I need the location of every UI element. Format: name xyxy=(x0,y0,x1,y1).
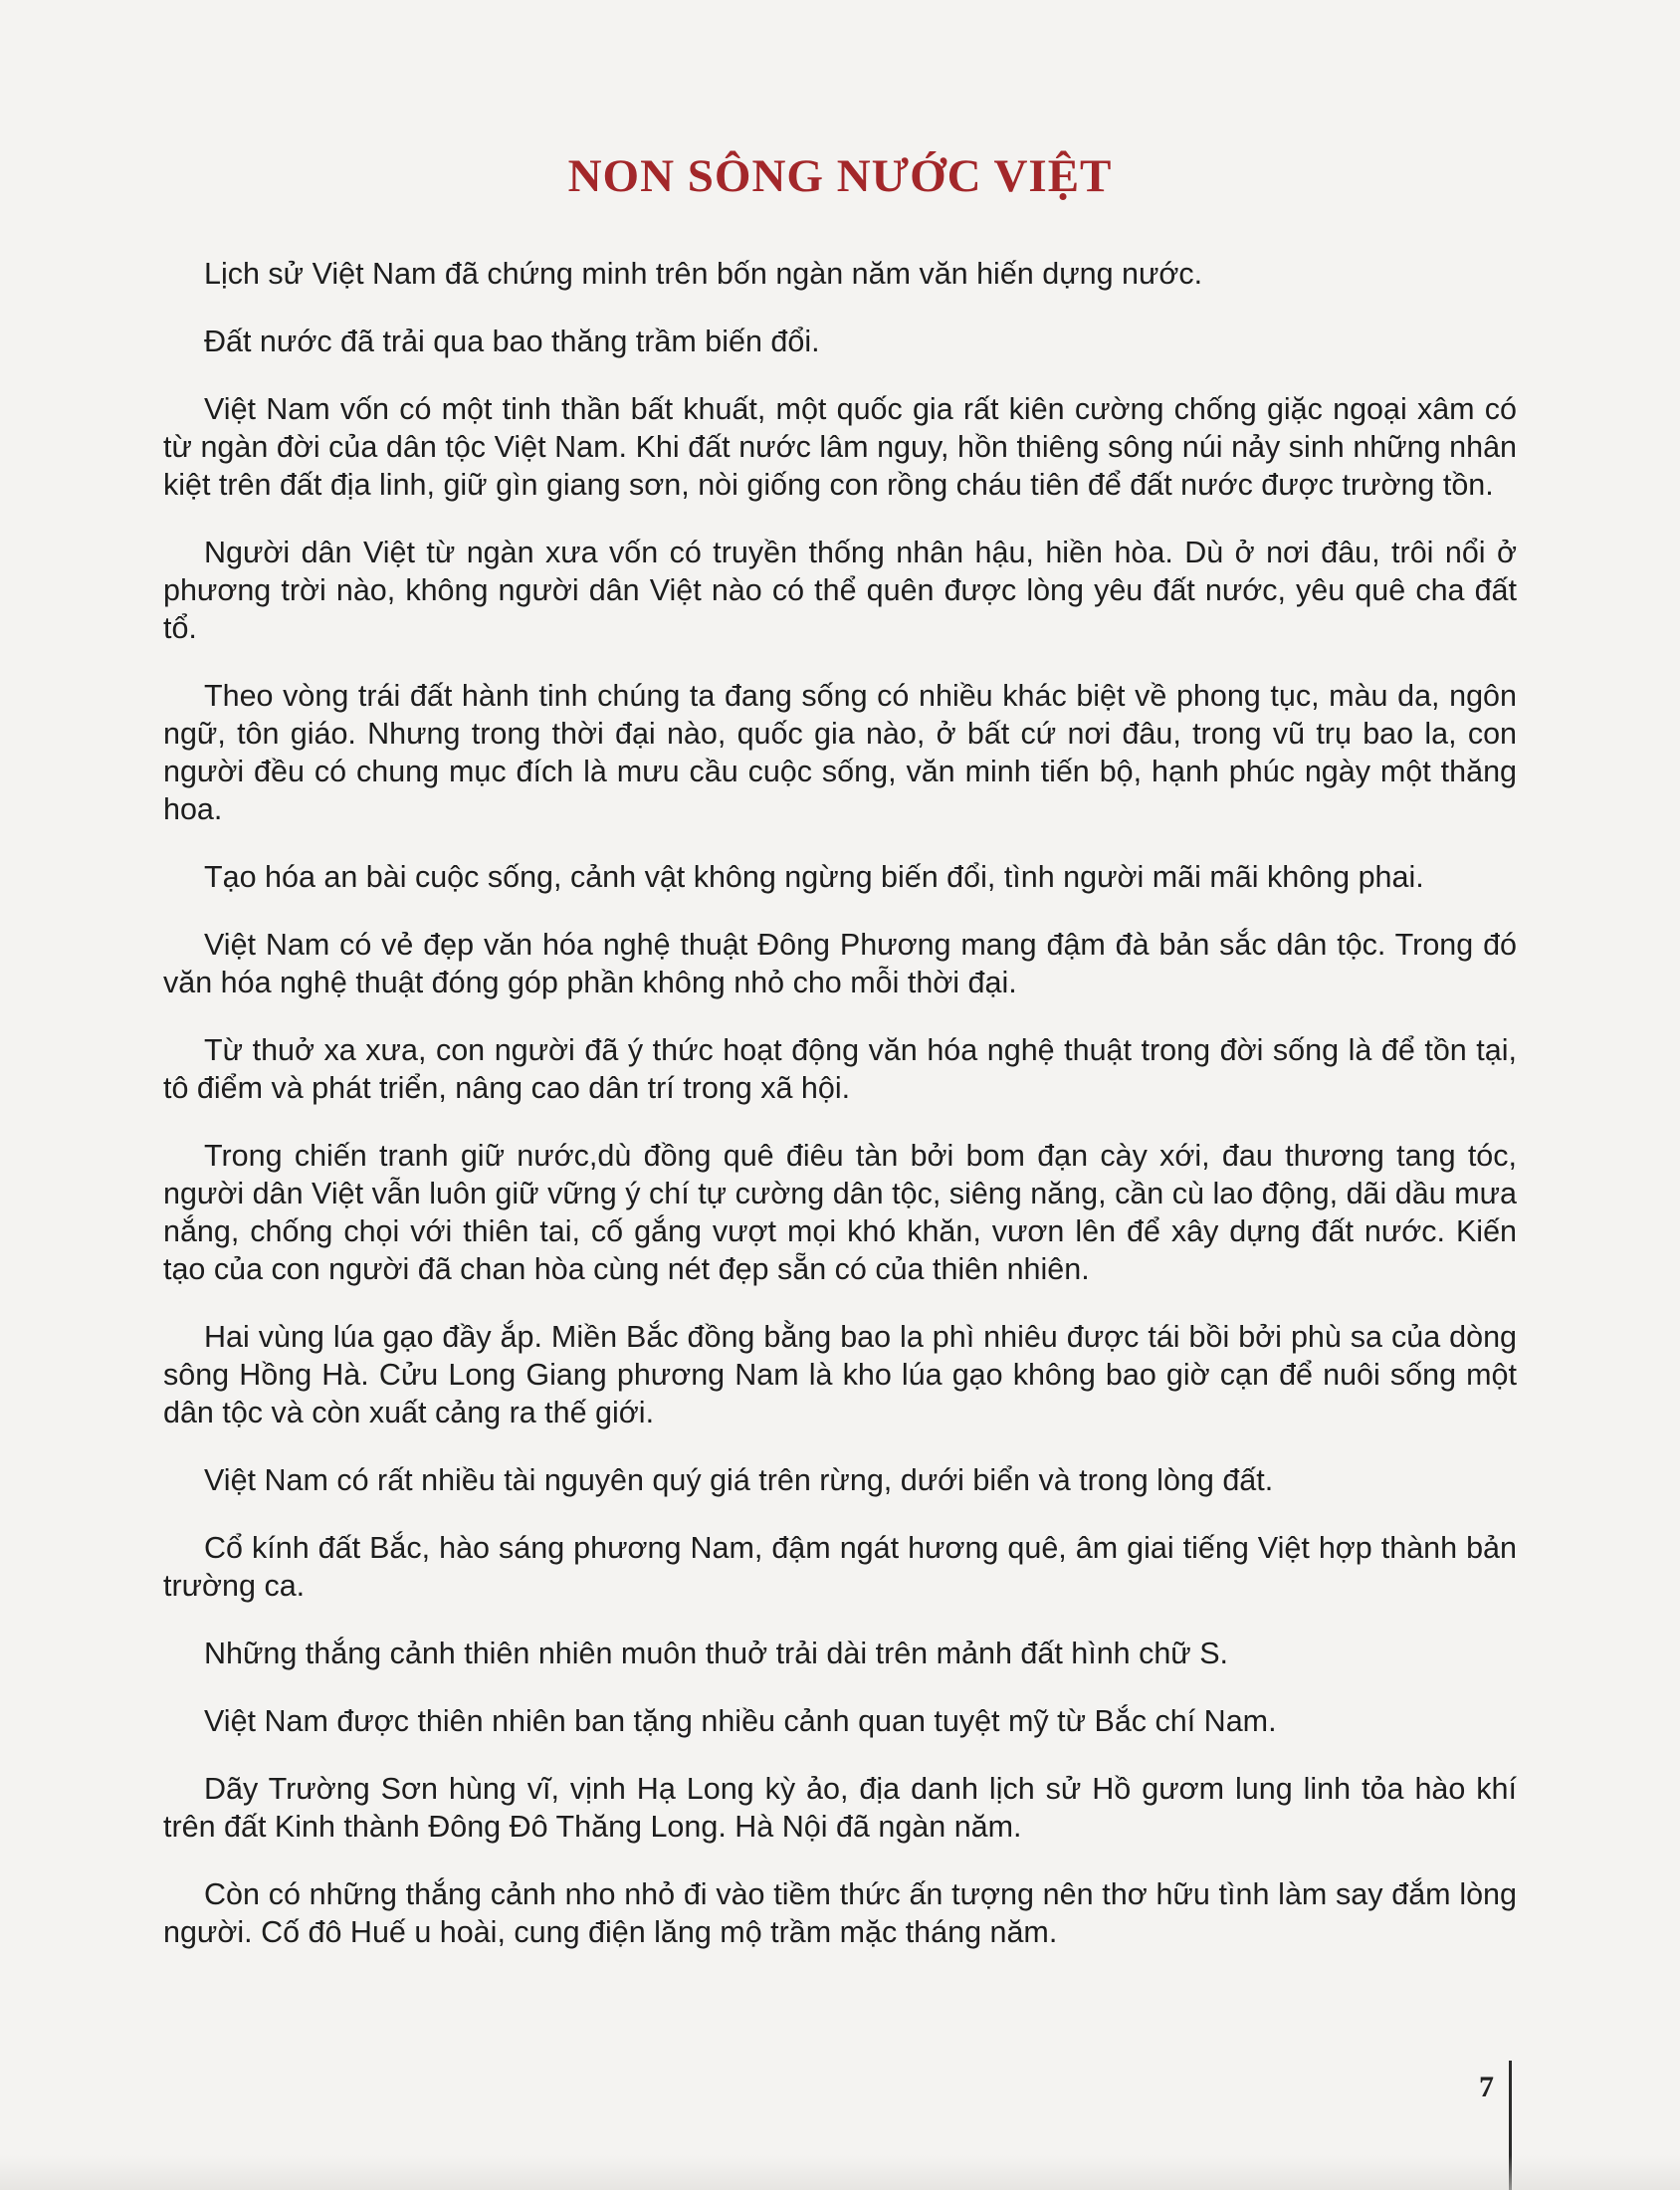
paragraph-1: Lịch sử Việt Nam đã chứng minh trên bốn ngàn năm văn hiến dựng nước. xyxy=(204,257,1203,291)
scan-edge-shadow xyxy=(0,2155,1680,2190)
paragraph-2: Đất nước đã trải qua bao thăng trầm biến đổi. xyxy=(204,325,820,358)
paragraph-12: Cổ kính đất Bắc, hào sáng phương Nam, đậm ngát hương quê, âm giai tiếng Việt hợp thành bản trường ca. xyxy=(163,1531,1517,1603)
paragraph-11: Việt Nam có rất nhiều tài nguyên quý giá trên rừng, dưới biển và trong lòng đất. xyxy=(204,1463,1274,1497)
paragraph-14: Việt Nam được thiên nhiên ban tặng nhiều cảnh quan tuyệt mỹ từ Bắc chí Nam. xyxy=(204,1704,1277,1738)
paragraph-13: Những thắng cảnh thiên nhiên muôn thuở trải dài trên mảnh đất hình chữ S. xyxy=(204,1637,1229,1670)
paragraph-15: Dãy Trường Sơn hùng vĩ, vịnh Hạ Long kỳ ảo, địa danh lịch sử Hồ gươm lung linh tỏa hào khí trên đất Kinh thành Đông Đô Thăng Long. Hà Nội đã ngàn năm. xyxy=(163,1772,1517,1844)
paragraph-4: Người dân Việt từ ngàn xưa vốn có truyền thống nhân hậu, hiền hòa. Dù ở nơi đâu, trôi nổi ở phương trời nào, không người dân Việt nào có thể quên được lòng yêu đất nước, yêu quê cha đất tổ. xyxy=(163,536,1517,645)
paragraph-10: Hai vùng lúa gạo đầy ắp. Miền Bắc đồng bằng bao la phì nhiêu được tái bồi bởi phù sa của dòng sông Hồng Hà. Cửu Long Giang phương Nam là kho lúa gạo không bao giờ cạn để nuôi sống một dân tộc và còn xuất cảng ra thế giới. xyxy=(163,1320,1517,1429)
paragraph-9: Trong chiến tranh giữ nước,dù đồng quê điêu tàn bởi bom đạn cày xới, đau thương tang tóc, người dân Việt vẫn luôn giữ vững ý chí tự cường dân tộc, siêng năng, cần cù lao động, dãi dầu mưa nắng, chống chọi với thiên tai, cố gắng vượt mọi khó khăn, vươn lên để xây dựng đất nước. Kiến tạo của con người đã chan hòa cùng nét đẹp sẵn có của thiên nhiên. xyxy=(163,1139,1517,1286)
page-number: 7 xyxy=(1479,2071,1494,2103)
body-text xyxy=(163,255,1517,1981)
page-title: NON SÔNG NƯỚC VIỆT xyxy=(567,150,1113,202)
paragraph-16: Còn có những thắng cảnh nho nhỏ đi vào tiềm thức ấn tượng nên thơ hữu tình làm say đắm lòng người. Cố đô Huế u hoài, cung điện lăng mộ trầm mặc tháng năm. xyxy=(163,1877,1517,1949)
paragraph-3: Việt Nam vốn có một tinh thần bất khuất, một quốc gia rất kiên cường chống giặc ngoại xâm có từ ngàn đời của dân tộc Việt Nam. Khi đất nước lâm nguy, hồn thiêng sông núi nảy sinh những nhân kiệt trên đất địa linh, giữ gìn giang sơn, nòi giống con rồng cháu tiên để đất nước được trường tồn. xyxy=(163,392,1517,502)
paragraph-5: Theo vòng trái đất hành tinh chúng ta đang sống có nhiều khác biệt về phong tục, màu da, ngôn ngữ, tôn giáo. Nhưng trong thời đại nào, quốc gia nào, ở bất cứ nơi đâu, trong vũ trụ bao la, con người đều có chung mục đích là mưu cầu cuộc sống, văn minh tiến bộ, hạnh phúc ngày một thăng hoa. xyxy=(163,679,1517,826)
paragraph-8: Từ thuở xa xưa, con người đã ý thức hoạt động văn hóa nghệ thuật trong đời sống là để tồn tại, tô điểm và phát triển, nâng cao dân trí trong xã hội. xyxy=(163,1033,1517,1105)
paragraph-7: Việt Nam có vẻ đẹp văn hóa nghệ thuật Đông Phương mang đậm đà bản sắc dân tộc. Trong đó văn hóa nghệ thuật đóng góp phần không nhỏ cho mỗi thời đại. xyxy=(163,928,1517,999)
paragraph-6: Tạo hóa an bài cuộc sống, cảnh vật không ngừng biến đổi, tình người mãi mãi không phai. xyxy=(204,860,1424,894)
